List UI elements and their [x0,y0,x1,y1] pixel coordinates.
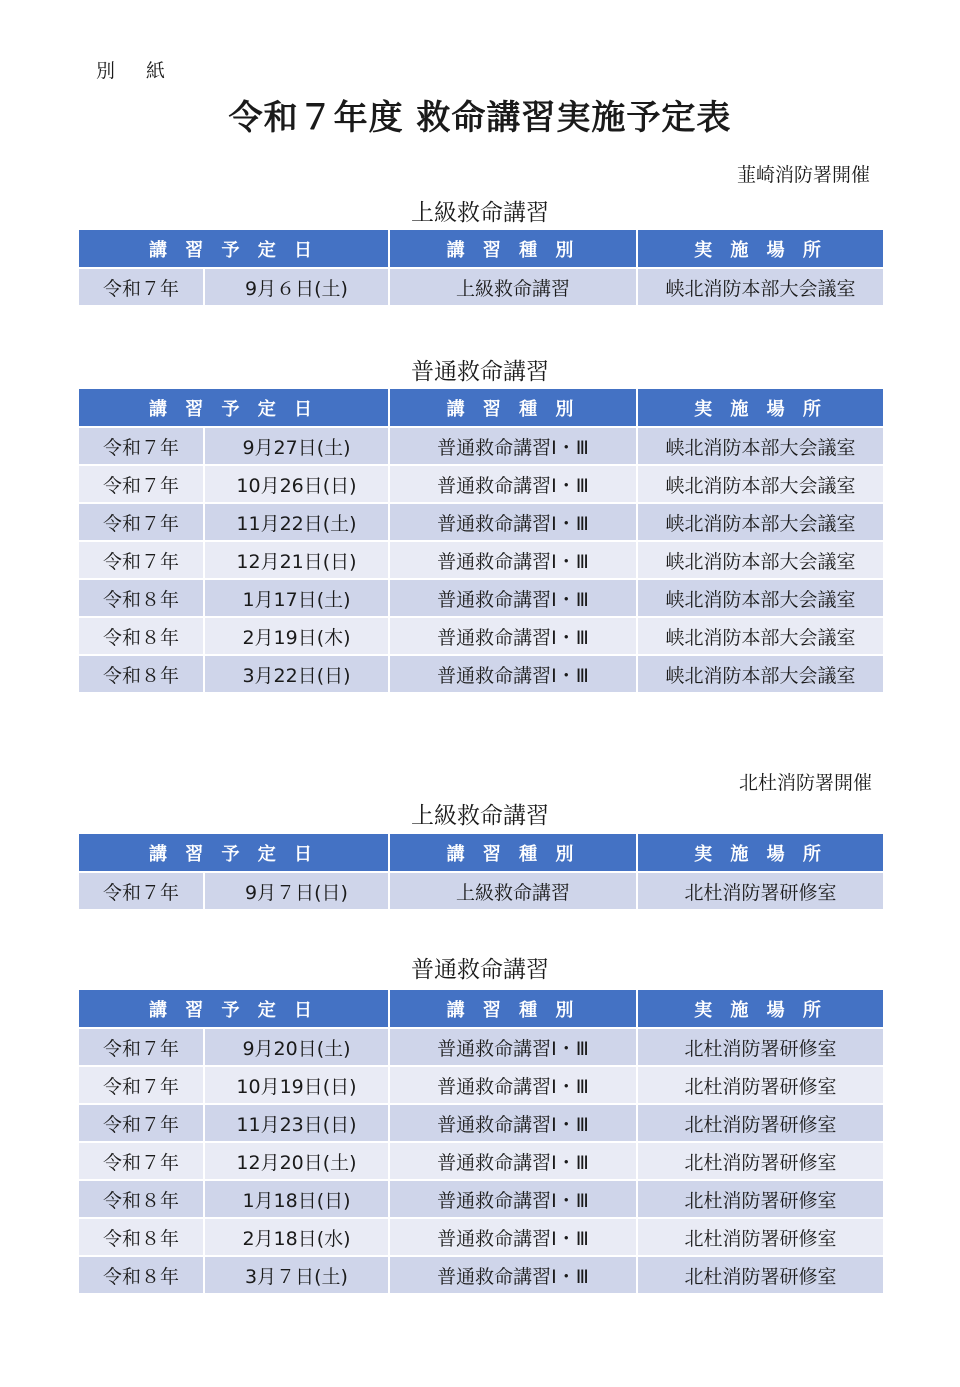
header-place: 実 施 場 所 [637,833,884,872]
cell-year: 令和８年 [78,1180,204,1218]
cell-date: 9月20日(土) [204,1028,389,1066]
table-row [78,465,884,503]
cell-year: 令和７年 [78,1028,204,1066]
hokuto-regular-table [77,988,885,1295]
cell-type: 普通救命講習Ⅰ・Ⅲ [389,427,637,465]
cell-type: 上級救命講習 [389,268,637,306]
cell-type: 普通救命講習Ⅰ・Ⅲ [389,1104,637,1142]
cell-place: 峡北消防本部大会議室 [637,268,884,306]
cell-date: 12月20日(土) [204,1142,389,1180]
hokuto-advanced-table [77,832,885,911]
table-row [78,1218,884,1256]
page-title: 令和７年度 救命講習実施予定表 [228,98,732,138]
header-place: 実 施 場 所 [637,388,884,427]
cell-type: 普通救命講習Ⅰ・Ⅲ [389,1180,637,1218]
cell-date: 12月21日(日) [204,541,389,579]
cell-place: 北杜消防署研修室 [637,1256,884,1294]
table-row [78,1256,884,1294]
cell-place: 峡北消防本部大会議室 [637,503,884,541]
cell-year: 令和７年 [78,1142,204,1180]
cell-type: 普通救命講習Ⅰ・Ⅲ [389,503,637,541]
cell-place: 北杜消防署研修室 [637,1066,884,1104]
cell-date: 3月22日(日) [204,655,389,693]
cell-date: 2月19日(木) [204,617,389,655]
cell-date: 1月17日(土) [204,579,389,617]
cell-date: 11月23日(日) [204,1104,389,1142]
cell-year: 令和８年 [78,1256,204,1294]
cell-place: 峡北消防本部大会議室 [637,541,884,579]
cell-year: 令和７年 [78,872,204,910]
table-row [78,1104,884,1142]
cell-place: 北杜消防署研修室 [637,872,884,910]
hokuto-advanced-title: 上級救命講習 [411,803,549,829]
table-row [78,1142,884,1180]
cell-place: 峡北消防本部大会議室 [637,617,884,655]
cell-place: 北杜消防署研修室 [637,1028,884,1066]
cell-year: 令和７年 [78,427,204,465]
header-type: 講 習 種 別 [389,989,637,1028]
cell-year: 令和８年 [78,655,204,693]
cell-year: 令和８年 [78,579,204,617]
table-row [78,1180,884,1218]
cell-type: 普通救命講習Ⅰ・Ⅲ [389,1256,637,1294]
cell-date: 9月７日(日) [204,872,389,910]
cell-type: 普通救命講習Ⅰ・Ⅲ [389,1028,637,1066]
cell-date: 9月27日(土) [204,427,389,465]
cell-place: 北杜消防署研修室 [637,1218,884,1256]
header-date: 講 習 予 定 日 [78,989,389,1028]
header-date: 講 習 予 定 日 [78,388,389,427]
cell-date: 10月26日(日) [204,465,389,503]
table-row [78,579,884,617]
cell-type: 上級救命講習 [389,872,637,910]
attachment-label: 別 紙 [96,60,172,82]
nirasaki-advanced-title: 上級救命講習 [411,200,549,226]
hokuto-regular-title: 普通救命講習 [411,957,549,983]
cell-type: 普通救命講習Ⅰ・Ⅲ [389,1142,637,1180]
cell-year: 令和７年 [78,503,204,541]
cell-year: 令和７年 [78,268,204,306]
table-row [78,655,884,693]
cell-year: 令和８年 [78,617,204,655]
hokuto-host-label: 北杜消防署開催 [738,772,872,794]
table-row [78,1066,884,1104]
cell-type: 普通救命講習Ⅰ・Ⅲ [389,1066,637,1104]
cell-place: 北杜消防署研修室 [637,1142,884,1180]
cell-place: 北杜消防署研修室 [637,1104,884,1142]
cell-year: 令和７年 [78,541,204,579]
cell-place: 峡北消防本部大会議室 [637,655,884,693]
cell-date: 2月18日(水) [204,1218,389,1256]
nirasaki-advanced-table [77,228,885,307]
cell-date: 9月６日(土) [204,268,389,306]
cell-year: 令和７年 [78,1066,204,1104]
header-date: 講 習 予 定 日 [78,833,389,872]
cell-place: 北杜消防署研修室 [637,1180,884,1218]
table-row [78,427,884,465]
cell-place: 峡北消防本部大会議室 [637,465,884,503]
header-place: 実 施 場 所 [637,229,884,268]
cell-year: 令和７年 [78,1104,204,1142]
cell-date: 11月22日(土) [204,503,389,541]
header-type: 講 習 種 別 [389,229,637,268]
cell-date: 3月７日(土) [204,1256,389,1294]
table-row [78,268,884,306]
header-date: 講 習 予 定 日 [78,229,389,268]
nirasaki-regular-title: 普通救命講習 [411,359,549,385]
table-row [78,617,884,655]
cell-type: 普通救命講習Ⅰ・Ⅲ [389,655,637,693]
header-type: 講 習 種 別 [389,833,637,872]
cell-date: 10月19日(日) [204,1066,389,1104]
table-row [78,1028,884,1066]
table-row [78,541,884,579]
header-type: 講 習 種 別 [389,388,637,427]
cell-year: 令和８年 [78,1218,204,1256]
cell-type: 普通救命講習Ⅰ・Ⅲ [389,579,637,617]
cell-place: 峡北消防本部大会議室 [637,427,884,465]
table-row [78,872,884,910]
cell-year: 令和７年 [78,465,204,503]
table-row [78,503,884,541]
cell-place: 峡北消防本部大会議室 [637,579,884,617]
cell-date: 1月18日(日) [204,1180,389,1218]
cell-type: 普通救命講習Ⅰ・Ⅲ [389,541,637,579]
nirasaki-regular-table [77,387,885,694]
cell-type: 普通救命講習Ⅰ・Ⅲ [389,465,637,503]
nirasaki-host-label: 韮崎消防署開催 [736,164,870,186]
cell-type: 普通救命講習Ⅰ・Ⅲ [389,617,637,655]
header-place: 実 施 場 所 [637,989,884,1028]
cell-type: 普通救命講習Ⅰ・Ⅲ [389,1218,637,1256]
